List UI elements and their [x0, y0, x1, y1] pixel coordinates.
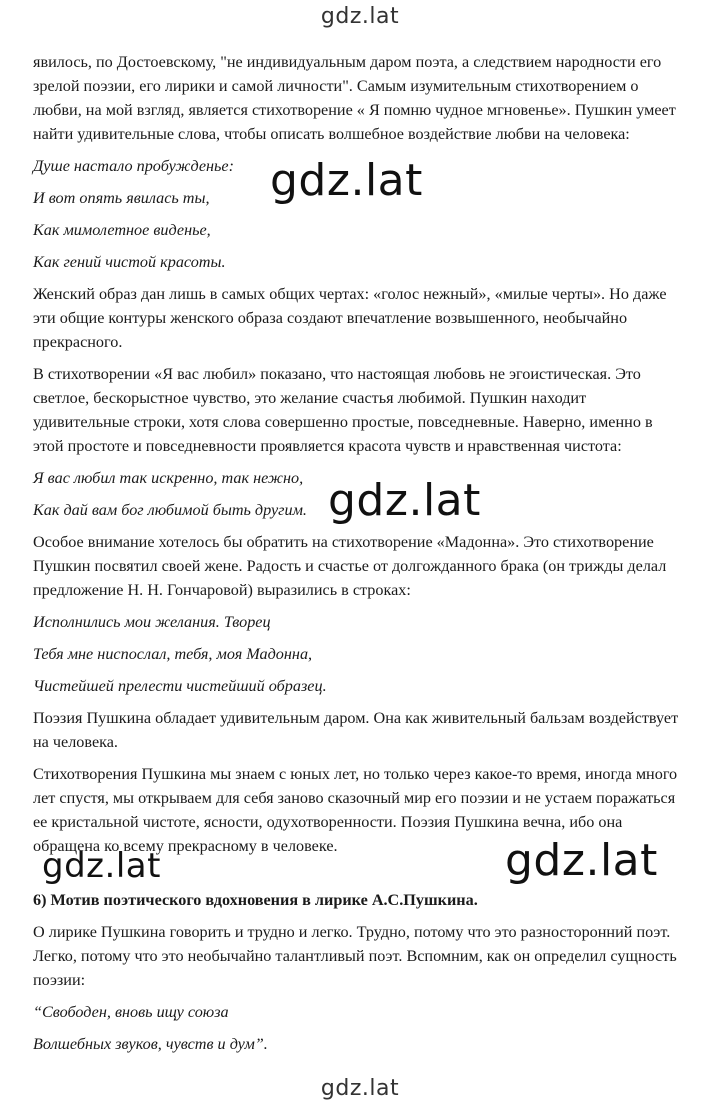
- verse-line: Исполнились мои желания. Творец: [33, 613, 271, 631]
- paragraph: Женский образ дан лишь в самых общих чертах: «голос нежный», «милые черты». Но даже эти общие контуры женского образа создают впечатление возвышенного, необычайно прекрасного.: [33, 285, 667, 351]
- verse-line: “Свободен, вновь ищу союза: [33, 1003, 229, 1021]
- verse-line: Как гений чистой красоты.: [33, 253, 226, 271]
- verse-line: Душе настало пробужденье:: [33, 157, 234, 175]
- watermark-overlay: gdz.lat: [42, 846, 161, 886]
- verse-line: Как мимолетное виденье,: [33, 221, 211, 239]
- verse-line: И вот опять явилась ты,: [33, 189, 210, 207]
- verse-line: Волшебных звуков, чувств и дум”.: [33, 1035, 268, 1053]
- verse-line: Чистейшей прелести чистейший образец.: [33, 677, 327, 695]
- watermark-top: gdz.lat: [320, 4, 400, 29]
- paragraph: В стихотворении «Я вас любил» показано, что настоящая любовь не эгоистическая. Это светлое, бескорыстное чувство, это желание счастья любимой. Пушкин находит удивительные строки, хотя слова совершенно простые, повседневные. Наверно, именно в этой простоте и повседневности проявляется красота чувств и нравственная чистота:: [33, 365, 653, 455]
- watermark-overlay: gdz.lat: [270, 155, 423, 206]
- paragraph: О лирике Пушкина говорить и трудно и легко. Трудно, потому что это разносторонний поэт. Легко, потому что это необычайно талантливый поэт. Вспомним, как он определил сущность поэзии:: [33, 923, 677, 989]
- section-heading: 6) Мотив поэтического вдохновения в лирике А.С.Пушкина.: [33, 891, 478, 909]
- verse-line: Как дай вам бог любимой быть другим.: [33, 501, 307, 519]
- paragraph: Поэзия Пушкина обладает удивительным даром. Она как живительный бальзам воздействует на человека.: [33, 709, 679, 751]
- verse-line: Тебя мне ниспослал, тебя, моя Мадонна,: [33, 645, 313, 663]
- paragraph: Особое внимание хотелось бы обратить на стихотворение «Мадонна». Это стихотворение Пушкин посвятил своей жене. Радость и счастье от долгожданного брака (он трижды делал предложение Н. Н. Гончаровой) выразились в строках:: [33, 533, 667, 599]
- watermark-overlay: gdz.lat: [505, 835, 658, 886]
- watermark-bottom: gdz.lat: [320, 1076, 400, 1101]
- watermark-overlay: gdz.lat: [328, 475, 481, 526]
- paragraph: явилось, по Достоевскому, "не индивидуальным даром поэта, а следствием народности его зрелой поэзии, его лирики и самой личности". Самым изумительным стихотворением о любви, на мой взгляд, является стихотворение « Я помню чудное мгновенье». Пушкин умеет найти удивительные слова, чтобы описать волшебное воздействие любви на человека:: [33, 53, 676, 143]
- paragraph: Стихотворения Пушкина мы знаем с юных лет, но только через какое-то время, иногда много лет спустя, мы открываем для себя заново сказочный мир его поэзии и не устаем поражаться ее кристальной чистоте, ясности, одухотворенности. Поэзия Пушкина вечна, ибо она обращена ко всему прекрасному в человеке.: [33, 765, 678, 855]
- verse-line: Я вас любил так искренно, так нежно,: [33, 469, 304, 487]
